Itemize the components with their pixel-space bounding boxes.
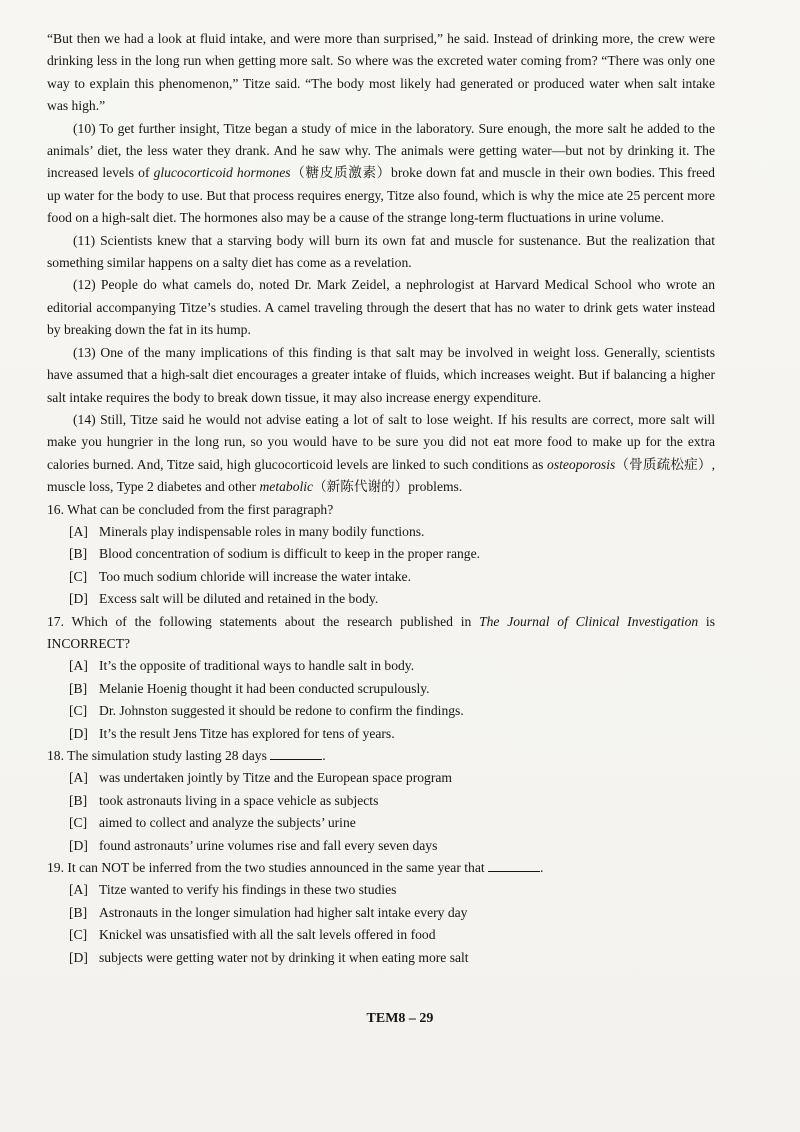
option-letter: [A] <box>69 770 88 786</box>
option-letter: [C] <box>69 927 88 943</box>
option-text: Melanie Hoenig thought it had been conducted scrupulously. <box>99 680 430 696</box>
paragraph-p10 <box>47 118 715 230</box>
question-stem <box>47 499 715 521</box>
option-text: It’s the opposite of traditional ways to handle salt in body. <box>99 658 415 674</box>
paragraph-p12 <box>47 274 715 341</box>
answer-option[interactable] <box>69 543 715 565</box>
question-list <box>47 499 715 970</box>
option-letter: [B] <box>69 792 88 808</box>
answer-blank <box>270 747 322 760</box>
option-text: Minerals play indispensable roles in many bodily functions. <box>99 523 425 539</box>
paragraph-p-cont <box>47 28 715 118</box>
question-stem <box>47 745 715 767</box>
option-text: Knickel was unsatisfied with all the salt levels offered in food <box>99 927 436 943</box>
answer-option[interactable] <box>69 588 715 610</box>
italic-term: metabolic <box>259 479 314 495</box>
option-letter: [D] <box>69 949 88 965</box>
question-stem <box>47 857 715 879</box>
option-letter: [C] <box>69 568 88 584</box>
answer-option[interactable] <box>69 678 715 700</box>
text-run: (13) One of the many implications of this finding is that salt may be involved in weight loss. Generally, scientists have assumed that a high-salt diet encourages a greater intake of fluids, which increases weight. But if balancing a higher salt intake requires the body to break down tissue, it may also increase energy expenditure. <box>47 344 715 405</box>
answer-option[interactable] <box>69 947 715 969</box>
option-text: Too much sodium chloride will increase the water intake. <box>99 568 411 584</box>
option-letter: [A] <box>69 882 88 898</box>
text-run: “But then we had a look at fluid intake, and were more than surprised,” he said. Instead of drinking more, the crew were drinking less in the long run when getting more salt. So where was the excreted water coming from? “There was only one way to explain this phenomenon,” Titze said. “The body most likely had generated or produced water when salt intake was high.” <box>47 31 715 114</box>
text-run: . <box>540 860 544 876</box>
option-letter: [D] <box>69 837 88 853</box>
question-number: 19. <box>47 860 68 876</box>
text-run: (14) Still, Titze said he would not advise eating a lot of salt to lose weight. If his results are correct, more salt will make you hungrier in the long run, so you would have to be sure you did not eat more food to make up for the extra calories burned. And, Titze said, high glucocorticoid levels are linked to such conditions as <box>47 411 715 472</box>
answer-option[interactable] <box>69 655 715 677</box>
question-number: 17. <box>47 613 72 629</box>
text-run: （新陈代谢的）problems. <box>313 479 463 495</box>
text-run: . <box>322 748 326 763</box>
answer-option[interactable] <box>69 924 715 946</box>
italic-term: The Journal of Clinical Investigation <box>479 613 699 629</box>
option-letter: [D] <box>69 725 88 741</box>
answer-option[interactable] <box>69 879 715 901</box>
option-letter: [B] <box>69 546 88 562</box>
option-text: Astronauts in the longer simulation had higher salt intake every day <box>99 904 468 920</box>
answer-option[interactable] <box>69 812 715 834</box>
text-run: Which of the following statements about the research published in <box>71 613 480 629</box>
option-text: Excess salt will be diluted and retained in the body. <box>99 591 379 607</box>
question-stem <box>47 611 715 656</box>
paragraph-p13 <box>47 342 715 409</box>
answer-option[interactable] <box>69 723 715 745</box>
text-run: It can NOT be inferred from the two studies announced in the same year that <box>67 860 489 876</box>
text-run: （骨质疏松症）, muscle loss, Type 2 diabetes and other <box>47 456 715 495</box>
option-letter: [C] <box>69 703 88 719</box>
answer-option[interactable] <box>69 700 715 722</box>
option-letter: [B] <box>69 904 88 920</box>
option-text: took astronauts living in a space vehicle as subjects <box>99 792 379 808</box>
option-text: Blood concentration of sodium is difficult to keep in the proper range. <box>99 546 481 562</box>
option-letter: [B] <box>69 680 88 696</box>
paragraph-p14 <box>47 409 715 499</box>
text-run: What can be concluded from the first paragraph? <box>67 501 334 517</box>
option-letter: [D] <box>69 591 88 607</box>
italic-term: glucocorticoid hormones <box>153 165 291 181</box>
option-text: Dr. Johnston suggested it should be redone to confirm the findings. <box>99 703 464 719</box>
passage <box>47 28 715 499</box>
text-run: (11) Scientists knew that a starving body will burn its own fat and muscle for sustenance. But the realization that something similar happens on a salty diet has come as a revelation. <box>47 232 715 271</box>
italic-term: osteoporosis <box>547 456 616 472</box>
page-content <box>47 28 715 969</box>
answer-option[interactable] <box>69 521 715 543</box>
option-letter: [A] <box>69 523 88 539</box>
option-text: It’s the result Jens Titze has explored for tens of years. <box>99 725 395 741</box>
answer-blank <box>488 859 540 872</box>
option-text: found astronauts’ urine volumes rise and fall every seven days <box>99 837 438 853</box>
text-run: is INCORRECT? <box>47 613 716 651</box>
answer-option[interactable] <box>69 790 715 812</box>
answer-option[interactable] <box>69 566 715 588</box>
text-run: （糖皮质激素）broke down fat and muscle in their own bodies. This freed up water for the body to use. But that process requires energy, Titze also found, which is why the mice ate 25 percent more food on a high-salt diet. The hormones also may be a cause of the strange long-term fluctuations in urine volume. <box>47 165 715 226</box>
answer-option[interactable] <box>69 767 715 789</box>
page-footer: TEM8 – 29 <box>366 1011 434 1026</box>
option-letter: [C] <box>69 815 88 831</box>
question-number: 16. <box>47 501 68 517</box>
option-letter: [A] <box>69 658 88 674</box>
answer-option[interactable] <box>69 902 715 924</box>
question-number: 18. <box>47 748 68 763</box>
text-run: (12) People do what camels do, noted Dr. Mark Zeidel, a nephrologist at Harvard Medical School who wrote an editorial accompanying Titze’s studies. A camel traveling through the desert that has no water to drink gets water instead by breaking down the fat in its hump. <box>47 277 715 338</box>
text-run: (10) To get further insight, Titze began a study of mice in the laboratory. Sure enough, the more salt he added to the animals’ diet, the less water they drank. And he saw why. The animals were getting water—but not by drinking it. The increased levels of <box>47 120 715 181</box>
option-text: Titze wanted to verify his findings in these two studies <box>99 882 397 898</box>
option-text: was undertaken jointly by Titze and the European space program <box>99 770 452 786</box>
option-text: aimed to collect and analyze the subjects’ urine <box>99 815 356 831</box>
option-text: subjects were getting water not by drinking it when eating more salt <box>99 949 469 965</box>
paragraph-p11 <box>47 230 715 275</box>
answer-option[interactable] <box>69 835 715 857</box>
text-run: The simulation study lasting 28 days <box>67 748 271 763</box>
